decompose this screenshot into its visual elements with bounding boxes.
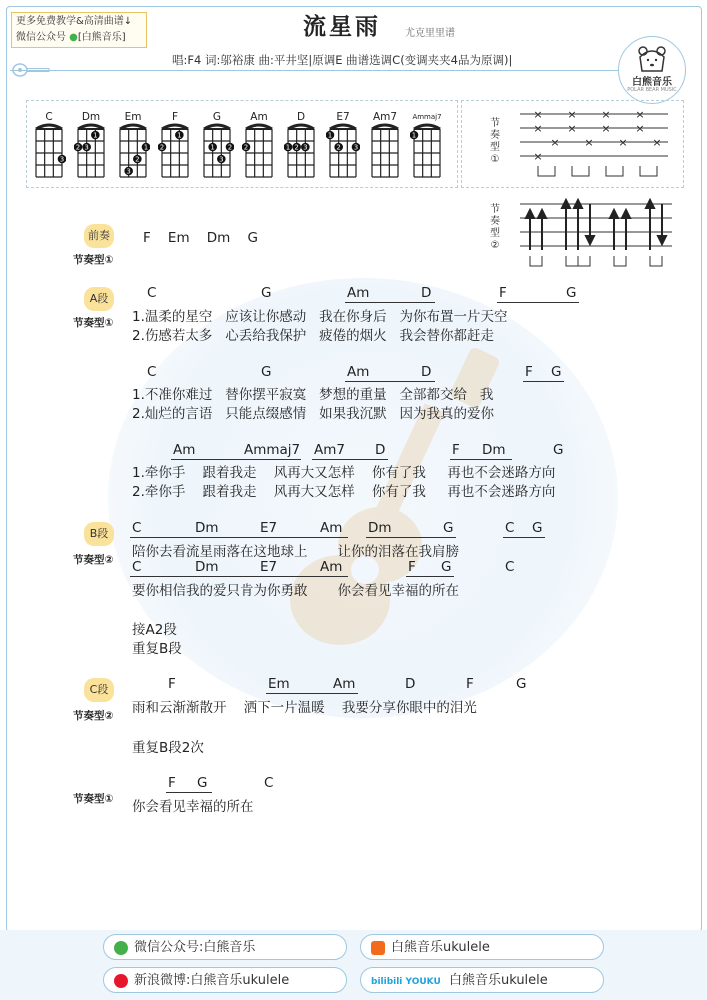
taobao-link[interactable] (360, 934, 604, 960)
chord-a1-2: Am (347, 285, 370, 301)
rhythm-1-label-c0: 节 (490, 118, 500, 129)
wechat-link[interactable] (103, 934, 347, 960)
chord-b1-2: E7 (260, 520, 278, 536)
taobao-icon (371, 941, 385, 955)
rhythm-2-label-c3: ② (490, 240, 500, 251)
chord-a2-4: F (525, 364, 533, 380)
logo-name: 白熊音乐 (632, 77, 672, 88)
note-a2: 接A2段 (132, 622, 177, 638)
chord-diagram (326, 111, 360, 181)
chord-name: D (296, 111, 306, 123)
lyric-b1: 陪你去看流星雨落在这地球上 让你的泪落在我肩膀 (132, 544, 460, 560)
chord-c-1: Em (268, 676, 290, 692)
chord-bar (523, 381, 564, 382)
chord-bar (497, 302, 579, 303)
promo-line-2-wrap (16, 30, 142, 46)
chord-a3-6: G (553, 442, 564, 458)
rhythm-1-label-c3: ① (490, 154, 500, 165)
fretboard-icon (284, 123, 318, 181)
svg-text:2: 2 (159, 143, 165, 152)
chord-a1-4: F (499, 285, 507, 301)
weibo-icon (114, 974, 128, 988)
chord-bar (312, 459, 388, 460)
rhythm-2-label (489, 204, 501, 252)
end-rhythm-label: 节奏型① (73, 793, 114, 805)
chord-bar (166, 792, 212, 793)
chord-a1-1: G (261, 285, 272, 301)
brand-logo (618, 36, 686, 104)
section-tag-b: B段 (84, 522, 114, 546)
chord-a1-3: D (421, 285, 432, 301)
svg-text:1: 1 (177, 131, 182, 140)
chord-bar (130, 576, 348, 577)
chord-name: Am (250, 111, 268, 123)
fretboard-icon (74, 123, 108, 181)
chord-a3-3: D (375, 442, 386, 458)
chord-b1-0: C (132, 520, 142, 536)
svg-text:×: × (652, 136, 662, 149)
fretboard-icon (326, 123, 360, 181)
lyric-b2: 要你相信我的爱只肯为你勇敢 你会看见幸福的所在 (132, 583, 460, 599)
chord-name: Em (124, 111, 142, 123)
svg-text:1: 1 (143, 143, 149, 152)
chord-a2-2: Am (347, 364, 370, 380)
chord-b1-7: G (532, 520, 543, 536)
promo-line-1: 更多免费教学&高清曲谱↓ (16, 16, 133, 27)
chord-b2-5: G (441, 559, 452, 575)
svg-text:2: 2 (135, 155, 140, 164)
svg-text:×: × (584, 136, 594, 149)
lyric-a2-1: 1.不准你难过 替你摆平寂寞 梦想的重量 全部都交给 我 (132, 387, 494, 403)
wechat-icon (114, 941, 128, 955)
a-rhythm-label: 节奏型① (73, 317, 114, 329)
rhythm-2-label-c0: 节 (490, 204, 500, 215)
chord-bar (503, 537, 545, 538)
bear-icon (636, 45, 668, 73)
svg-text:1: 1 (210, 143, 215, 152)
chord-b2-0: C (132, 559, 142, 575)
song-subtitle: 尤克里里谱 (405, 28, 455, 39)
svg-text:1: 1 (327, 131, 333, 140)
lyric-end: 你会看见幸福的所在 (132, 799, 254, 815)
lyric-a3-1: 1.牵你手 跟着我走 风再大又怎样 你有了我 再也不会迷路方向 (132, 465, 556, 481)
chord-name: G (212, 111, 222, 123)
svg-text:1: 1 (285, 143, 291, 152)
svg-text:×: × (567, 122, 577, 135)
chord-bar (130, 537, 348, 538)
chord-c-5: G (516, 676, 527, 692)
svg-text:×: × (533, 108, 543, 121)
intro-chords: F Em Dm G (143, 230, 258, 246)
svg-text:×: × (550, 136, 560, 149)
promo-line-2: 微信公众号 (16, 32, 66, 43)
c-rhythm-label: 节奏型② (73, 710, 114, 722)
chord-a2-0: C (147, 364, 157, 380)
rhythm-2-label-c2: 型 (490, 228, 500, 239)
note-repeat-b: 重复B段 (132, 641, 182, 657)
chord-b2-2: E7 (260, 559, 278, 575)
svg-text:2: 2 (75, 143, 81, 152)
video-link[interactable] (360, 967, 604, 993)
chord-bar (406, 576, 454, 577)
chord-end-2: C (264, 775, 274, 791)
svg-text:3: 3 (84, 143, 89, 152)
svg-text:×: × (533, 150, 543, 163)
weibo-link[interactable] (103, 967, 347, 993)
chord-a3-0: Am (173, 442, 196, 458)
chord-b1-6: C (505, 520, 515, 536)
video-text: 白熊音乐ukulele (448, 973, 548, 988)
chord-a1-5: G (566, 285, 577, 301)
song-title: 流星雨 (303, 14, 381, 40)
wechat-icon: ● (66, 32, 78, 43)
intro-rhythm-label: 节奏型① (73, 254, 114, 266)
chord-a2-5: G (551, 364, 562, 380)
svg-text:2: 2 (294, 143, 299, 152)
svg-text:3: 3 (59, 155, 65, 164)
fretboard-icon (200, 123, 234, 181)
fretboard-icon (116, 123, 150, 181)
rhythm-1-label (489, 118, 501, 166)
chord-b1-3: Am (320, 520, 343, 536)
svg-text:3: 3 (126, 167, 131, 176)
svg-text:3: 3 (353, 143, 359, 152)
svg-text:2: 2 (227, 143, 233, 152)
chord-diagram (368, 111, 402, 181)
lyric-c: 雨和云渐渐散开 洒下一片温暖 我要分享你眼中的泪光 (132, 700, 477, 716)
rhythm-1-label-c2: 型 (490, 142, 500, 153)
section-tag-a: A段 (84, 287, 114, 311)
chord-b2-1: Dm (195, 559, 219, 575)
weibo-text: 新浪微博:白熊音乐ukulele (134, 973, 290, 988)
header-divider (10, 70, 620, 71)
chord-a3-5: Dm (482, 442, 506, 458)
fretboard-icon (368, 123, 402, 181)
lyric-a3-2: 2.牵你手 跟着我走 风再大又怎样 你有了我 再也不会迷路方向 (132, 484, 556, 500)
song-credits: 唱:F4 词:邬裕康 曲:平井坚|原调E 曲谱选调C(变调夹夹4品为原调)| (172, 53, 513, 67)
rhythm-pattern-2 (520, 198, 675, 270)
chord-b2-3: Am (320, 559, 343, 575)
svg-text:×: × (635, 108, 645, 121)
rhythm-2-label-c1: 奏 (490, 216, 500, 227)
chord-diagram (284, 111, 318, 181)
svg-text:×: × (618, 136, 628, 149)
chord-diagram (32, 111, 66, 181)
chord-a3-2: Am7 (314, 442, 345, 458)
chord-diagram (200, 111, 234, 181)
wechat-text: 微信公众号:白熊音乐 (134, 940, 256, 955)
video-logos: bilibili YOUKU (371, 977, 441, 987)
chord-a1-0: C (147, 285, 157, 301)
svg-text:1: 1 (93, 131, 98, 140)
svg-text:3: 3 (303, 143, 308, 152)
chord-b1-5: G (443, 520, 454, 536)
chord-end-0: F (168, 775, 176, 791)
chord-b1-4: Dm (368, 520, 392, 536)
chord-name: Am7 (372, 111, 398, 123)
chord-b2-6: C (505, 559, 515, 575)
chord-bar (345, 302, 435, 303)
chord-bar (266, 693, 358, 694)
chord-c-0: F (168, 676, 176, 692)
chord-a2-1: G (261, 364, 272, 380)
chord-diagram (410, 111, 444, 181)
note-repeat-b2: 重复B段2次 (132, 740, 204, 756)
svg-text:×: × (533, 122, 543, 135)
rhythm-1-label-c1: 奏 (490, 130, 500, 141)
chord-name: E7 (336, 111, 350, 123)
svg-text:1: 1 (411, 131, 417, 140)
chord-b2-4: F (408, 559, 416, 575)
chord-c-2: Am (333, 676, 356, 692)
chord-name: C (45, 111, 53, 123)
logo-subname: POLAR BEAR MUSIC (627, 87, 677, 93)
promo-line-2b: [白熊音乐] (77, 32, 126, 43)
fretboard-icon (242, 123, 276, 181)
svg-text:×: × (635, 122, 645, 135)
svg-text:2: 2 (243, 143, 249, 152)
lyric-a1-2: 2.伤感若太多 心丢给我保护 疲倦的烟火 我会替你都赶走 (132, 328, 495, 344)
chord-bar (366, 537, 456, 538)
svg-text:×: × (601, 122, 611, 135)
promo-box (11, 12, 147, 48)
chord-c-3: D (405, 676, 416, 692)
lyric-a2-2: 2.灿烂的言语 只能点缀感情 如果我沉默 因为我真的爱你 (132, 406, 495, 422)
fretboard-icon (158, 123, 192, 181)
chord-diagram (74, 111, 108, 181)
chord-bar (450, 459, 512, 460)
b-rhythm-label: 节奏型② (73, 554, 114, 566)
chord-a3-1: Ammaj7 (244, 442, 301, 458)
chord-end-1: G (197, 775, 208, 791)
chord-diagram (158, 111, 192, 181)
section-tag-c: C段 (84, 678, 114, 702)
svg-text:2: 2 (336, 143, 341, 152)
chord-name: Ammaj7 (412, 113, 442, 121)
chord-name: Dm (81, 111, 101, 123)
lyric-a1-1: 1.温柔的星空 应该让你感动 我在你身后 为你布置一片天空 (132, 309, 508, 325)
chord-diagram (116, 111, 150, 181)
chord-diagram (242, 111, 276, 181)
chord-a3-4: F (452, 442, 460, 458)
chord-b1-1: Dm (195, 520, 219, 536)
chord-c-4: F (466, 676, 474, 692)
svg-text:×: × (601, 108, 611, 121)
svg-text:×: × (567, 108, 577, 121)
fretboard-icon (410, 123, 444, 181)
chord-bar (171, 459, 301, 460)
section-tag-intro: 前奏 (84, 224, 114, 248)
svg-text:3: 3 (219, 155, 224, 164)
fretboard-icon (32, 123, 66, 181)
taobao-text: 白熊音乐ukulele (391, 940, 490, 955)
chord-a2-3: D (421, 364, 432, 380)
rhythm-pattern-1 (520, 108, 670, 180)
chord-bar (345, 381, 435, 382)
chord-name: F (171, 111, 179, 123)
